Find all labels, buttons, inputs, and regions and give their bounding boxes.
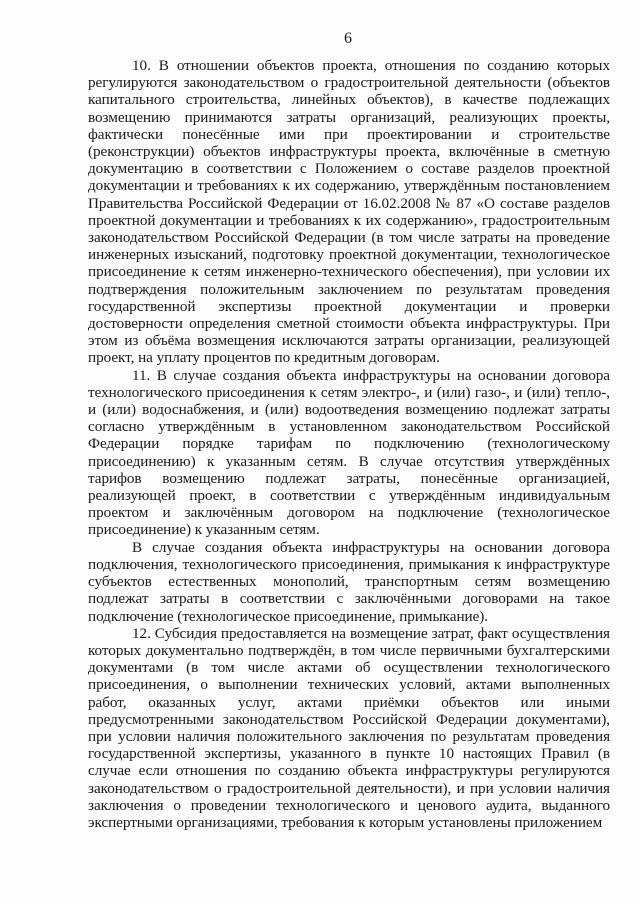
paragraph-12: 12. Субсидия предоставляется на возмещение затрат, факт осуществления которых документально подтверждён, в том числе первичными бухгалтерскими документами (в том числе актами об осуществлении технологического присоединения, о выполнении технических условий, актами выполненных работ, оказанных услуг, актами приёмки объектов или иными предусмотренными законодательством Российской Федерации документами), при условии наличия положительного заключения по результатам проведения государственной экспертизы, указанного в пункте 10 настоящих Правил (в случае если отношения по созданию объекта инфраструктуры регулируются законодательством о градостроительной деятельности), и при условии наличия заключения о проведении технологического и ценового аудита, выданного экспертными организациями, требования к которым установлены приложением bbox=[88, 624, 610, 831]
paragraph-11-continued: В случае создания объекта инфраструктуры на основании договора подключения, технологического присоединения, примыкания к инфраструктуре субъектов естественных монополий, транспортным сетям возмещению подлежат затраты в соответствии с заключёнными договорами на такое подключение (технологическое присоединение, примыкание). bbox=[88, 538, 610, 625]
page-number: 6 bbox=[344, 30, 352, 47]
paragraph-11: 11. В случае создания объекта инфраструктуры на основании договора технологического присоединения к сетям электро-, и (или) газо-, и (или) тепло-, и (или) водоснабжения, и (или) водоотведения возмещению подлежат затраты согласно утверждённым в установленном законодательством Российской Федерации порядке тарифам по подключению (технологическому присоединению) к указанным сетям. В случае отсутствия утверждённых тарифов возмещению подлежат затраты, понесённые организацией, реализующей проект, в соответствии с утверждённым индивидуальным проектом и заключённым договором на подключение (технологическое присоединение) к указанным сетям. bbox=[88, 366, 610, 539]
paragraph-10: 10. В отношении объектов проекта, отношения по созданию которых регулируются законодательством о градостроительной деятельности (объектов капитального строительства, линейных объектов), в качестве подлежащих возмещению принимаются затраты организаций, реализующих проекты, фактически понесённые ими при проектировании и строительстве (реконструкции) объектов инфраструктуры проекта, включённые в сметную документацию в соответствии с Положением о составе разделов проектной документации и требованиях к их содержанию, утверждённым постановлением Правительства Российской Федерации от 16.02.2008 № 87 «О составе разделов проектной документации и требованиях к их содержанию», градостроительным законодательством Российской Федерации (в том числе затраты на проведение инженерных изысканий, подготовку проектной документации, технологическое присоединение к сетям инженерно-технического обеспечения), при условии их подтверждения положительным заключением по результатам проведения государственной экспертизы проектной документации и проверки достоверности определения сметной стоимости объекта инфраструктуры. При этом из объёма возмещения исключаются затраты организации, реализующей проект, на уплату процентов по кредитным договорам. bbox=[88, 57, 610, 367]
